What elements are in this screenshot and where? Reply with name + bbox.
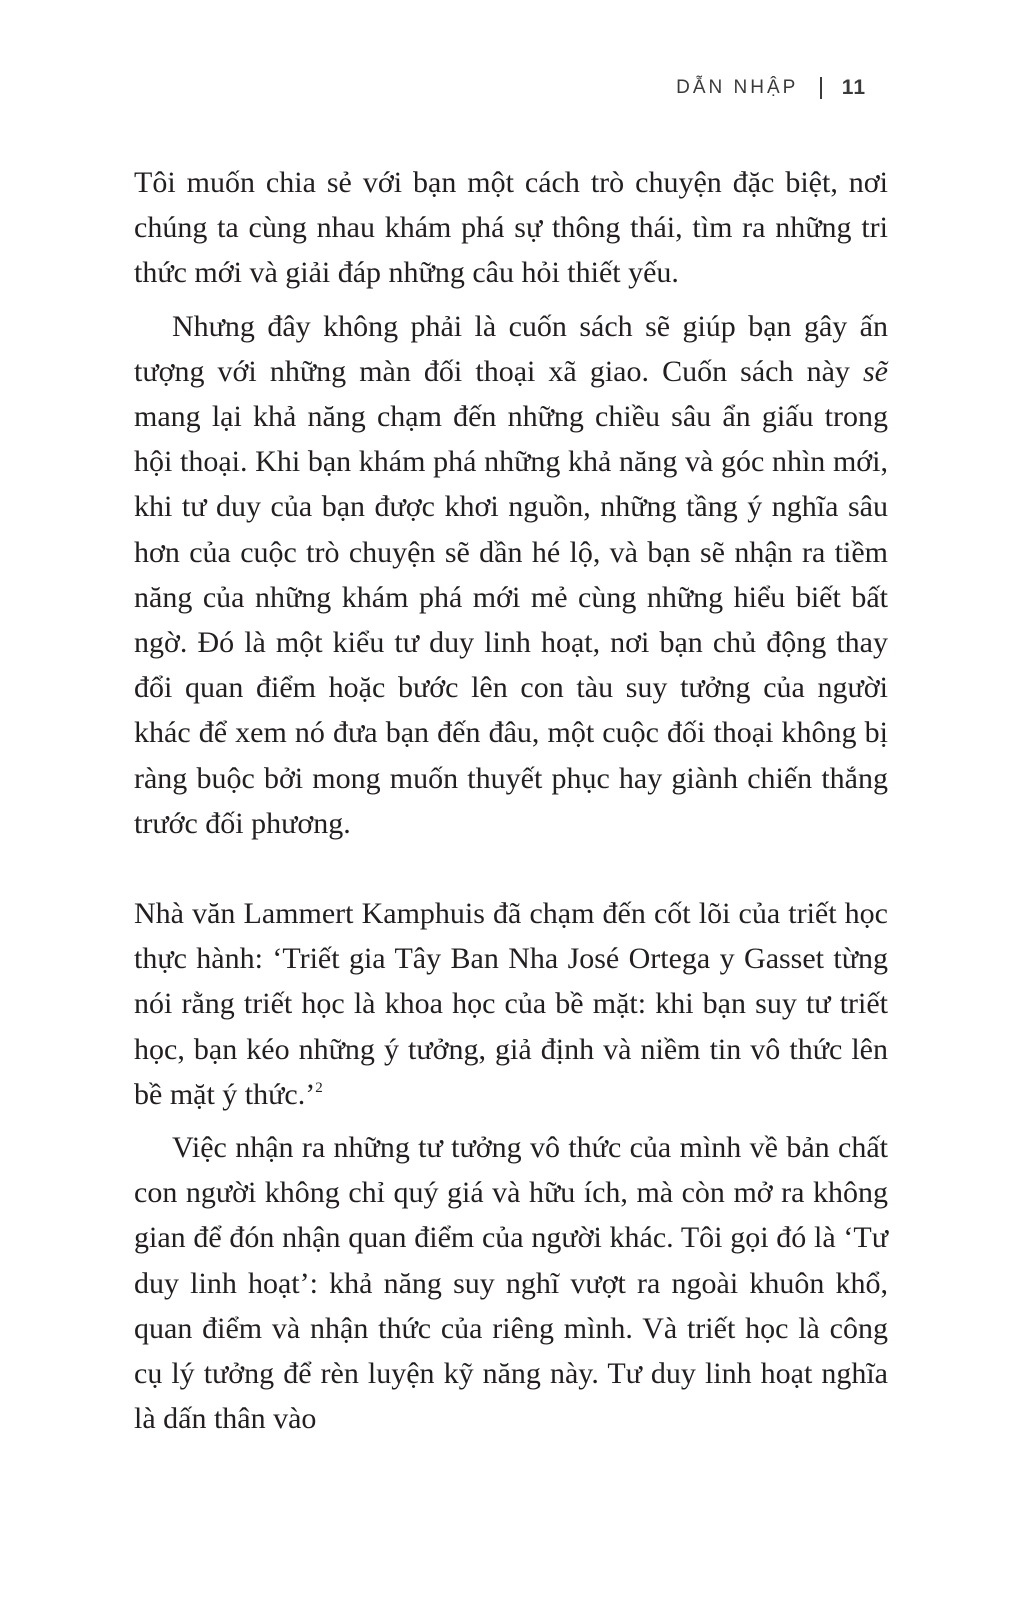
- running-header: [676, 76, 866, 100]
- paragraph-2-text-start: Nhưng đây không phải là cuốn sách sẽ giúp bạn gây ấn tượng với những màn đối thoại xã giao. Cuốn sách này: [134, 309, 888, 388]
- footnote-marker: 2: [315, 1079, 323, 1096]
- paragraph-4: Việc nhận ra những tư tưởng vô thức của mình về bản chất con người không chỉ quý giá và hữu ích, mà còn mở ra không gian để đón nhận quan điểm của người khác. Tôi gọi đó là ‘Tư duy linh hoạt’: khả năng suy nghĩ vượt ra ngoài khuôn khổ, quan điểm và nhận thức của riêng mình. Và triết học là công cụ lý tưởng để rèn luyện kỹ năng này. Tư duy linh hoạt nghĩa là dấn thân vào: [134, 1131, 888, 1436]
- chapter-title: DẪN NHẬP: [676, 77, 799, 98]
- paragraph-3: [134, 891, 888, 1117]
- header-separator: [820, 77, 822, 99]
- paragraph-3-text: Nhà văn Lammert Kamphuis đã chạm đến cốt lõi của triết học thực hành: ‘Triết gia Tây Ban Nha José Ortega y Gasset từng nói rằng triết học là khoa học của bề mặt: khi bạn suy tư triết học, bạn kéo những ý tưởng, giả định và niềm tin vô thức lên bề mặt ý thức.’: [134, 897, 888, 1111]
- page-body: [134, 160, 888, 1441]
- page-number: 11: [841, 76, 866, 99]
- paragraph-2: [134, 304, 888, 846]
- paragraph-2-emphasis: sẽ: [863, 354, 888, 388]
- paragraph-1: Tôi muốn chia sẻ với bạn một cách trò chuyện đặc biệt, nơi chúng ta cùng nhau khám phá sự thông thái, tìm ra những tri thức mới và giải đáp những câu hỏi thiết yếu.: [134, 166, 888, 290]
- paragraph-2-text-end: mang lại khả năng chạm đến những chiều sâu ẩn giấu trong hội thoại. Khi bạn khám phá những khả năng và góc nhìn mới, khi tư duy của bạn được khơi nguồn, những tầng ý nghĩa sâu hơn của cuộc trò chuyện sẽ dần hé lộ, và bạn sẽ nhận ra tiềm năng của những khám phá mới mẻ cùng những hiểu biết bất ngờ. Đó là một kiểu tư duy linh hoạt, nơi bạn chủ động thay đổi quan điểm hoặc bước lên con tàu suy tưởng của người khác để xem nó đưa bạn đến đâu, một cuộc đối thoại không bị ràng buộc bởi mong muốn thuyết phục hay giành chiến thắng trước đối phương.: [134, 400, 888, 840]
